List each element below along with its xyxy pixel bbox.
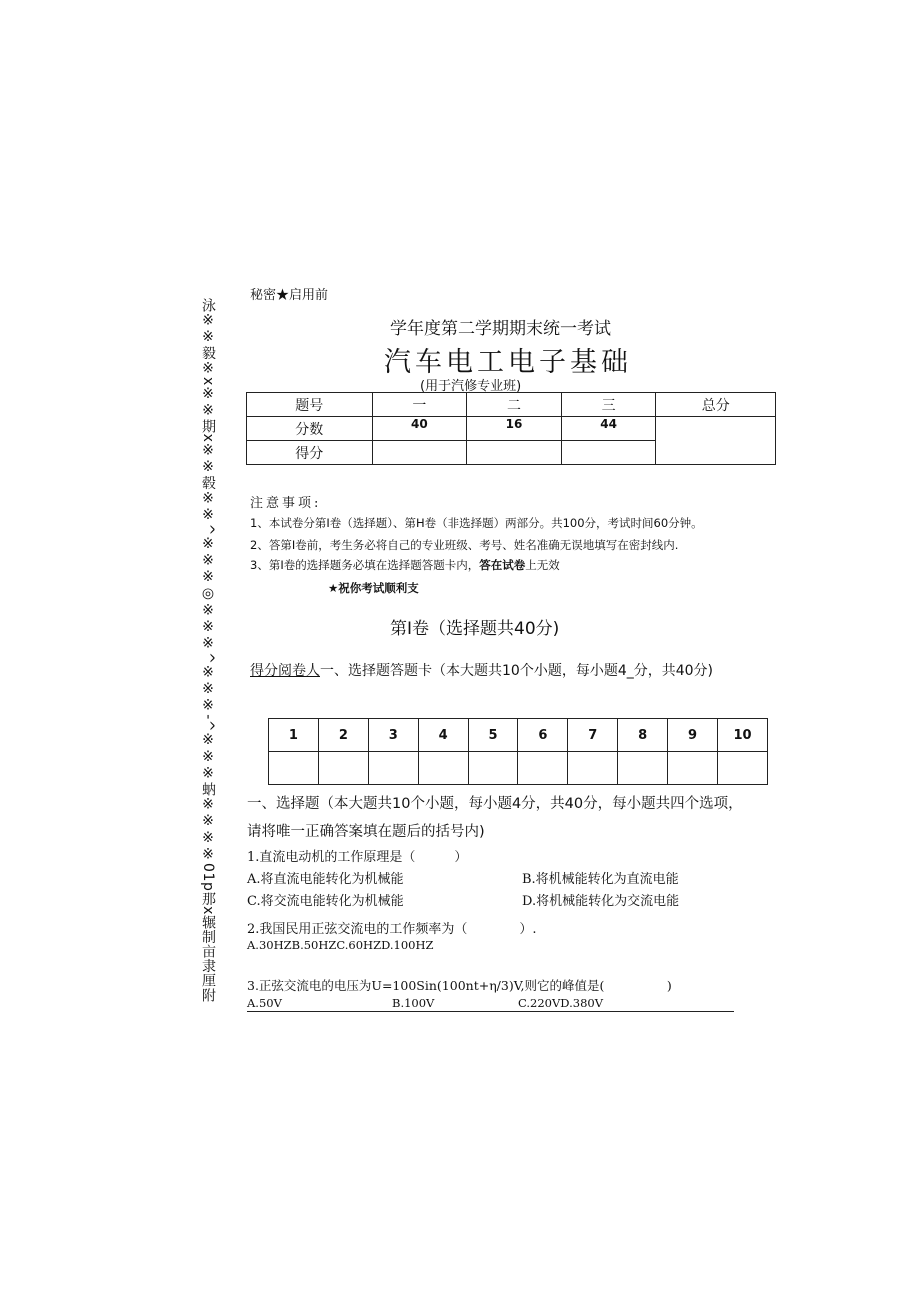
secret-label: 秘密★启用前 <box>250 288 329 303</box>
note-3-bold: 答在试卷 <box>479 558 526 572</box>
total-label: 总分 <box>656 393 776 417</box>
notes-title: 注意事项: <box>250 496 322 511</box>
q1-option-a: A.将直流电能转化为机械能 <box>247 872 404 887</box>
score-cell-2[interactable] <box>467 441 562 465</box>
answer-number: 9 <box>668 719 718 752</box>
binding-margin-text: 泳※※毅※x※※期x※※毂※※^※※※◎※※※^※※※-^※※※蚋※※※※01p那x辗制亩隶厘附 <box>200 298 216 1003</box>
answer-number: 5 <box>468 719 518 752</box>
subject-title: 汽车电工电子基础 <box>384 347 632 378</box>
target-class: (用于汽修专业班) <box>420 379 522 394</box>
scorer-label: 得分阅卷人 <box>250 663 320 679</box>
q1-option-b: B.将机械能转化为直流电能 <box>522 872 679 887</box>
answer-number: 1 <box>269 719 319 752</box>
answer-cell[interactable] <box>618 752 668 785</box>
note-3 <box>250 557 560 573</box>
answer-cell[interactable] <box>668 752 718 785</box>
answer-cell[interactable] <box>718 752 768 785</box>
answer-number: 7 <box>568 719 618 752</box>
answer-cell[interactable] <box>318 752 368 785</box>
section-1: 一 <box>372 393 467 417</box>
total-cell[interactable] <box>656 417 776 465</box>
volume-title: 第I卷（选择题共40分) <box>390 619 560 639</box>
answer-number: 2 <box>318 719 368 752</box>
answer-cell[interactable] <box>368 752 418 785</box>
row-label-number: 题号 <box>247 393 373 417</box>
q3-option-b: B.100V <box>392 996 435 1010</box>
answer-cell[interactable] <box>468 752 518 785</box>
note-3-text: 3、第I卷的选择题务必填在选择题答题卡内， <box>250 558 480 572</box>
q2-options: A.30HZB.50HZC.60HZD.100HZ <box>247 938 434 952</box>
binding-margin <box>197 298 223 1050</box>
answer-number: 6 <box>518 719 568 752</box>
answer-cell[interactable] <box>418 752 468 785</box>
answer-card-table <box>268 718 768 785</box>
note-3-tail: 上无效 <box>525 558 560 572</box>
wish-text: ★祝你考试顺利支 <box>328 581 419 595</box>
answer-number: 4 <box>418 719 468 752</box>
section-2: 二 <box>467 393 562 417</box>
note-2: 2、答第I卷前，考生务必将自己的专业班级、考号、姓名准确无误地填写在密封线内. <box>250 538 679 552</box>
q1-option-c: C.将交流电能转化为机械能 <box>247 894 404 909</box>
q2-stem: 2.我国民用正弦交流电的工作频率为（ ）. <box>247 922 537 937</box>
answer-number: 3 <box>368 719 418 752</box>
section-3: 三 <box>561 393 656 417</box>
answer-cell[interactable] <box>518 752 568 785</box>
questions-heading-line2: 请将唯一正确答案填在题后的括号内) <box>247 824 485 840</box>
q1-stem: 1.直流电动机的工作原理是（ ） <box>247 850 468 865</box>
q1-option-d: D.将机械能转化为交流电能 <box>522 894 680 909</box>
score-cell-3[interactable] <box>561 441 656 465</box>
points-2: 16 <box>467 417 562 441</box>
q3-option-a: A.50V <box>247 996 282 1010</box>
answer-card-title: 一、选择题答题卡（本大题共10个小题，每小题4_分，共40分) <box>320 663 713 679</box>
answer-number: 8 <box>618 719 668 752</box>
row-label-points: 分数 <box>247 417 373 441</box>
answer-cell[interactable] <box>568 752 618 785</box>
q3-option-cd: C.220VD.380V <box>518 996 604 1010</box>
questions-heading-line1: 一、选择题（本大题共10个小题，每小题4分，共40分，每小题共四个选项， <box>247 796 743 812</box>
note-1: 1、本试卷分第I卷（选择题）、第H卷（非选择题）两部分。共100分，考试时间60分钟。 <box>250 516 703 530</box>
points-3: 44 <box>561 417 656 441</box>
exam-title: 学年度第二学期期末统一考试 <box>390 319 611 339</box>
answer-cell[interactable] <box>269 752 319 785</box>
answer-card-heading <box>250 660 713 680</box>
row-label-score: 得分 <box>247 441 373 465</box>
bottom-rule <box>247 1011 734 1012</box>
score-cell-1[interactable] <box>372 441 467 465</box>
answer-number: 10 <box>718 719 768 752</box>
score-table <box>246 392 776 465</box>
points-1: 40 <box>372 417 467 441</box>
q3-stem: 3.正弦交流电的电压为U=100Sin(100nt+η/3)V,则它的峰值是( ) <box>247 978 672 993</box>
